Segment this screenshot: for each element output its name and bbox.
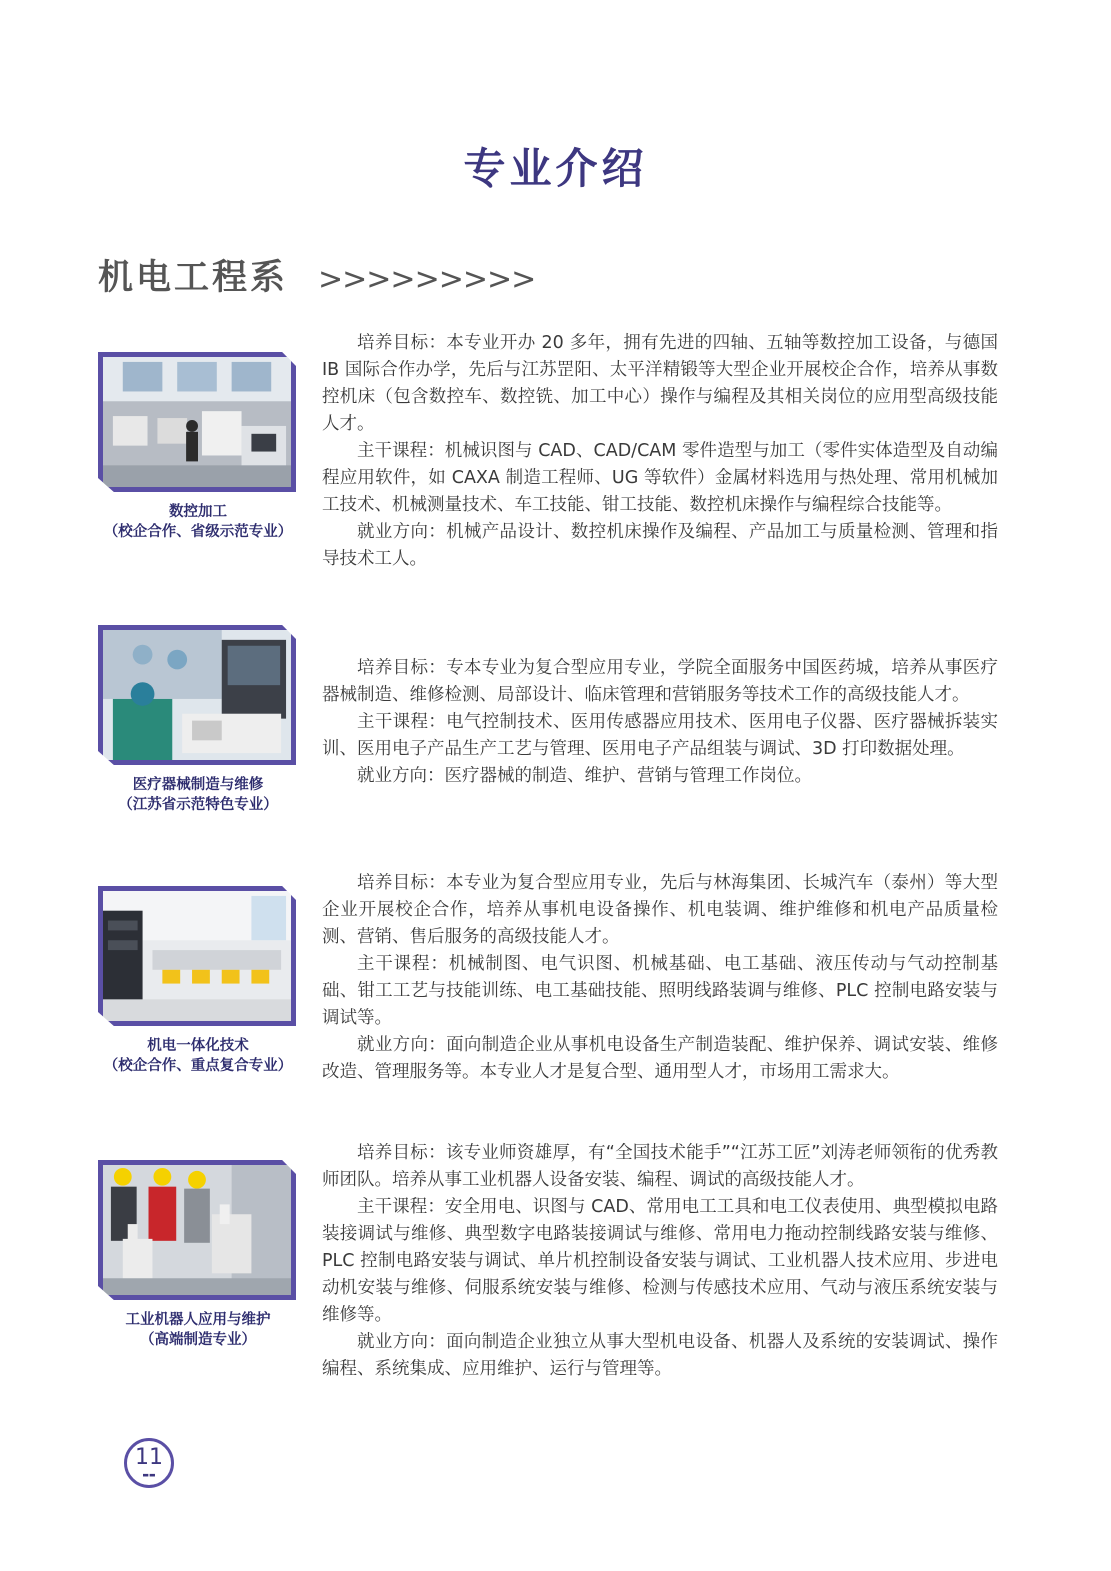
caption-tag: （江苏省示范特色专业） [118,797,278,813]
section-header [98,250,535,300]
section-arrows: >>>>>>>>> [318,262,536,297]
program-photo-cnc-workshop [98,352,296,492]
caption-tag: （校企合作、重点复合专业） [103,1058,293,1074]
program-photo-robotics-lab [98,1160,296,1300]
program-goal: 培养目标：专本专业为复合型应用专业，学院全面服务中国医药城，培养从事医疗器械制造、维修检测、局部设计、临床管理和营销服务等技术工作的高级技能人才。 [322,658,998,705]
caption-name: 机电一体化技术 [147,1038,249,1054]
page-number: 11 [135,1445,163,1470]
program-goal: 培养目标：本专业开办 20 多年，拥有先进的四轴、五轴等数控加工设备，与德国 IB 国际合作办学，先后与江苏罡阳、太平洋精锻等大型企业开展校企合作，培养从事数控机床（包含数控车、数控铣、加工中心）操作与编程及其相关岗位的应用型高级技能人才。 [322,333,998,434]
program-photo-medical-lab [98,625,296,765]
page-number-badge [124,1438,174,1488]
page-number-logo-icon: ▬▬ [142,1471,156,1479]
program-courses: 主干课程：机械识图与 CAD、CAD/CAM 零件造型与加工（零件实体造型及自动编程应用软件，如 CAXA 制造工程师、UG 等软件）金属材料选用与热处理、常用机械加工技术、机械测量技术、车工技能、钳工技能、数控机床操作与编程综合技能等。 [322,441,998,515]
caption-tag: （高端制造专业） [140,1332,256,1348]
page-title: 专业介绍 [463,144,648,193]
program-career: 就业方向：机械产品设计、数控机床操作及编程、产品加工与质量检测、管理和指导技术工人。 [322,522,998,569]
program-goal: 培养目标：本专业为复合型应用专业，先后与林海集团、长城汽车（泰州）等大型企业开展校企合作，培养从事机电设备操作、机电装调、维护维修和机电产品质量检测、营销、售后服务的高级技能人才。 [322,873,998,947]
section-name: 机电工程系 [98,257,289,298]
program-courses: 主干课程：电气控制技术、医用传感器应用技术、医用电子仪器、医疗器械拆装实训、医用电子产品生产工艺与管理、医用电子产品组装与调试、3D 打印数据处理。 [322,712,998,759]
program-career: 就业方向：面向制造企业从事机电设备生产制造装配、维护保养、调试安装、维修改造、管理服务等。本专业人才是复合型、通用型人才，市场用工需求大。 [322,1035,998,1082]
program-goal: 培养目标：该专业师资雄厚，有“全国技术能手”“江苏工匠”刘涛老师领衔的优秀教师团队。培养从事工业机器人设备安装、编程、调试的高级技能人才。 [322,1143,998,1190]
caption-tag: （校企合作、省级示范专业） [103,524,293,540]
program-career: 就业方向：医疗器械的制造、维护、营销与管理工作岗位。 [357,766,812,786]
program-courses: 主干课程：安全用电、识图与 CAD、常用电工工具和电工仪表使用、典型模拟电路装接调试与维修、典型数字电路装接调试与维修、常用电力拖动控制线路安装与维修、PLC 控制电路安装与调试、单片机控制设备安装与调试、工业机器人技术应用、步进电动机安装与维修、伺服系统安装与维修、检测与传感技术应用、气动与液压系统安装与维修等。 [322,1197,998,1325]
program-photo-mechatronics-lab [98,886,296,1026]
caption-name: 数控加工 [169,504,227,520]
program-career: 就业方向：面向制造企业独立从事大型机电设备、机器人及系统的安装调试、操作编程、系统集成、应用维护、运行与管理等。 [322,1332,998,1379]
caption-name: 医疗器械制造与维修 [132,777,264,793]
program-courses: 主干课程：机械制图、电气识图、机械基础、电工基础、液压传动与气动控制基础、钳工工艺与技能训练、电工基础技能、照明线路装调与维修、PLC 控制电路安装与调试等。 [322,954,998,1028]
caption-name: 工业机器人应用与维护 [125,1312,271,1328]
